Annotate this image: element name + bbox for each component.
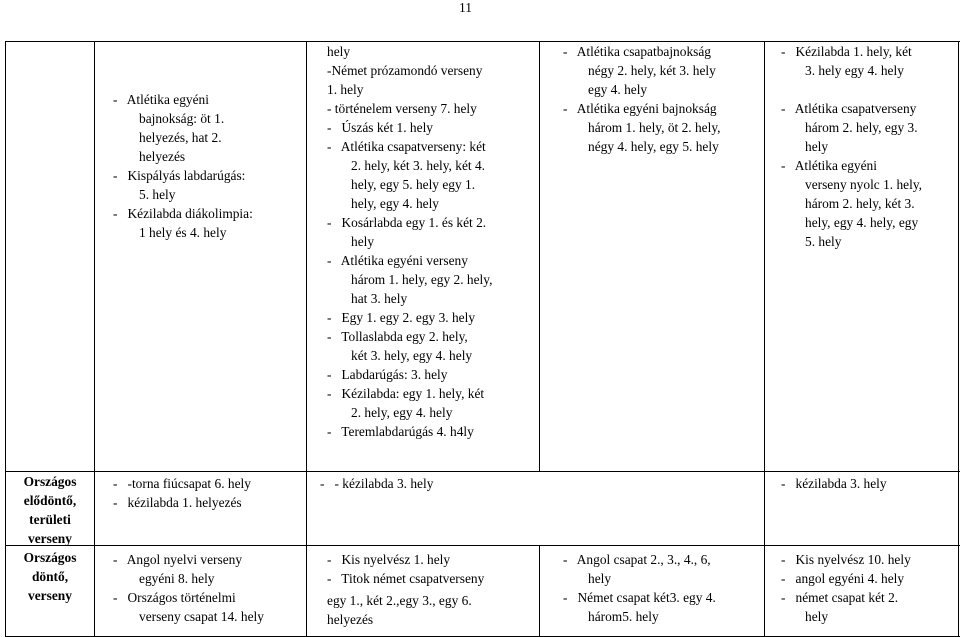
entry-line: verseny csapat 14. hely: [139, 609, 264, 624]
col4-bot-cell: [781, 550, 957, 626]
entry-line: - kézilabda 3. hely: [781, 476, 887, 491]
col-divider-2: [306, 41, 307, 637]
row-label-line: Országos: [23, 550, 77, 565]
row-label-line: verseny: [28, 531, 72, 546]
entry-line: helyezés: [327, 612, 374, 627]
entry-line: -Német prózamondó verseny: [327, 63, 483, 78]
entry-line: - Labdarúgás: 3. hely: [327, 367, 448, 382]
col1-mid-cell: [113, 474, 303, 512]
entry-line: - Kézilabda: egy 1. hely, két: [327, 386, 485, 401]
entry-line: - Országos történelmi: [113, 590, 236, 605]
entry-line: - -torna fiúcsapat 6. hely: [113, 476, 251, 491]
entry-line: hely: [805, 139, 829, 154]
entry-line: - Kosárlabda egy 1. és két 2.: [327, 215, 487, 230]
entry-line: 1. hely: [327, 82, 364, 97]
entry-line: egy 1., két 2.,egy 3., egy 6.: [327, 593, 472, 608]
entry-line: - Angol csapat 2., 3., 4., 6,: [563, 552, 711, 567]
entry-line: hely: [351, 234, 375, 249]
entry-line: három 1. hely, öt 2. hely,: [588, 120, 721, 135]
entry-line: 1 hely és 4. hely: [139, 225, 227, 240]
entry-line: - angol egyéni 4. hely: [781, 571, 905, 586]
entry-line: - Angol nyelvi verseny: [113, 552, 243, 567]
entry-line: - Kis nyelvész 10. hely: [781, 552, 911, 567]
entry-line: 3. hely egy 4. hely: [805, 63, 904, 78]
entry-line: - Teremlabdarúgás 4. h4ly: [327, 424, 474, 439]
col-divider-3: [539, 41, 540, 471]
entry-line: egy 4. hely: [588, 82, 648, 97]
row-label-line: verseny: [28, 588, 72, 603]
entry-line: - Kispályás labdarúgás:: [113, 168, 246, 183]
entry-line: egyéni 8. hely: [139, 571, 215, 586]
col-divider-1: [94, 41, 95, 637]
col-divider-3b: [539, 545, 540, 637]
entry-line: hat 3. hely: [351, 291, 408, 306]
col4-mid-cell: [781, 474, 957, 493]
entry-line: hely: [327, 44, 351, 59]
col2-bot-cell: [327, 550, 537, 629]
col2-top-cell: [327, 42, 537, 441]
row-label-line: területi: [29, 512, 71, 527]
entry-line: három5. hely: [588, 609, 659, 624]
entry-line: - - kézilabda 3. hely: [320, 476, 434, 491]
entry-line: bajnokság: öt 1.: [139, 111, 225, 126]
page-number: 11: [459, 0, 472, 15]
table-right-border: [958, 41, 959, 637]
row-label-line: elődöntő,: [23, 493, 77, 508]
entry-line: - Kézilabda 1. hely, két: [781, 44, 912, 59]
entry-line: három 2. hely, két 3.: [805, 196, 915, 211]
entry-line: két 3. hely, egy 4. hely: [351, 348, 473, 363]
entry-line: - Atlétika egyéni: [113, 92, 209, 107]
col4-top-cell: [781, 42, 957, 251]
entry-spacer: [781, 80, 957, 99]
entry-line: - Atlétika egyéni verseny: [327, 253, 468, 268]
row-divider-2: [5, 545, 960, 546]
entry-line: 2. hely, két 3. hely, két 4.: [351, 158, 485, 173]
entry-line: - Atlétika egyéni bajnokság: [563, 101, 717, 116]
entry-line: - Atlétika egyéni: [781, 158, 877, 173]
entry-line: 5. hely: [139, 187, 176, 202]
entry-line: 5. hely: [805, 234, 842, 249]
col1-bot-cell: [113, 550, 303, 626]
row-label-line: döntő,: [31, 569, 69, 584]
entry-line: - Úszás két 1. hely: [327, 120, 433, 135]
row-divider-1: [5, 471, 960, 472]
entry-line: - kézilabda 1. helyezés: [113, 495, 242, 510]
entry-line: négy 2. hely, két 3. hely: [588, 63, 716, 78]
col23-mid-cell: [320, 474, 535, 493]
entry-line: hely: [588, 571, 612, 586]
entry-line: három 2. hely, egy 3.: [805, 120, 918, 135]
row-label-semifinal: [6, 472, 94, 548]
entry-line: 2. hely, egy 4. hely: [351, 405, 453, 420]
entry-line: - Titok német csapatverseny: [327, 571, 485, 586]
entry-line: hely, egy 4. hely, egy: [805, 215, 919, 230]
entry-line: négy 4. hely, egy 5. hely: [588, 139, 719, 154]
entry-line: hely, egy 4. hely: [351, 196, 440, 211]
entry-line: három 1. hely, egy 2. hely,: [351, 272, 493, 287]
entry-line: helyezés, hat 2.: [139, 130, 222, 145]
entry-line: - Atlétika csapatverseny: [781, 101, 917, 116]
col3-top-cell: [563, 42, 763, 156]
col1-top-cell: [113, 90, 298, 242]
entry-line: hely, egy 5. hely egy 1.: [351, 177, 476, 192]
entry-line: - német csapat két 2.: [781, 590, 899, 605]
entry-line: - Egy 1. egy 2. egy 3. hely: [327, 310, 476, 325]
entry-line: - Német csapat két3. egy 4.: [563, 590, 716, 605]
col3-bot-cell: [563, 550, 763, 626]
entry-line: - történelem verseny 7. hely: [327, 101, 477, 116]
entry-line: - Kézilabda diákolimpia:: [113, 206, 253, 221]
row-label-line: Országos: [23, 474, 77, 489]
entry-line: - Tollaslabda egy 2. hely,: [327, 329, 468, 344]
entry-line: - Atlétika csapatbajnokság: [563, 44, 711, 59]
entry-line: - Kis nyelvész 1. hely: [327, 552, 451, 567]
row-label-final: [6, 548, 94, 605]
col-divider-4: [764, 41, 765, 637]
entry-line: - Atlétika csapatverseny: két: [327, 139, 486, 154]
entry-line: hely: [805, 609, 829, 624]
entry-line: helyezés: [139, 149, 186, 164]
entry-line: verseny nyolc 1. hely,: [805, 177, 923, 192]
